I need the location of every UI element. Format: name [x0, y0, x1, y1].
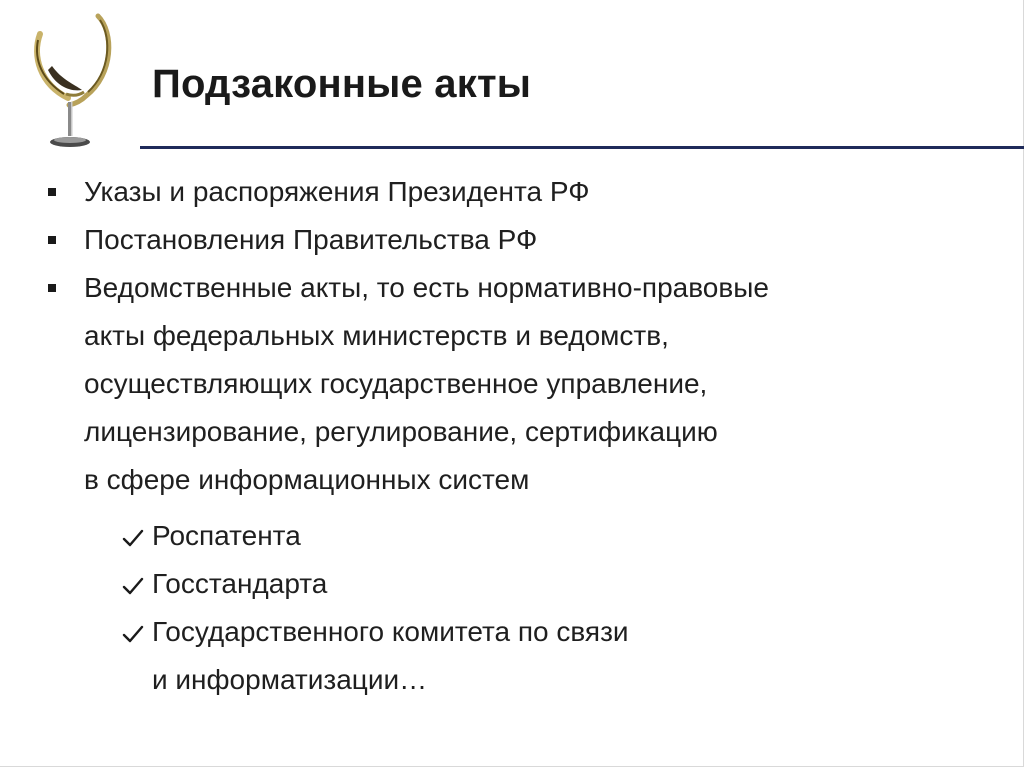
check-item — [106, 560, 968, 608]
checkmark-icon — [122, 624, 144, 644]
check-item-text: Роспатента — [152, 520, 301, 551]
checkmark-icon — [122, 528, 144, 548]
check-item-text-line: Государственного комитета по связи — [152, 616, 629, 647]
bullet-text: Постановления Правительства РФ — [84, 224, 538, 255]
check-item-text: Госстандарта — [152, 568, 328, 599]
bullet-text-line: лицензирование, регулирование, сертификацию — [84, 416, 718, 447]
bullet-text-line: Ведомственные акты, то есть нормативно-правовые — [84, 272, 769, 303]
checkmark-icon — [122, 576, 144, 596]
square-bullet-icon — [48, 236, 56, 244]
bullet-list — [48, 168, 968, 704]
check-item — [106, 512, 968, 560]
bullet-text-line: осуществляющих государственное управление, — [84, 368, 708, 399]
title-underline — [140, 146, 1024, 149]
square-bullet-icon — [48, 284, 56, 292]
slide-title: Подзаконные акты — [152, 62, 532, 106]
bullet-text-line: акты федеральных министерств и ведомств, — [84, 320, 669, 351]
bullet-text-line: в сфере информационных систем — [84, 464, 530, 495]
check-item — [106, 608, 968, 704]
bullet-item — [48, 216, 968, 264]
check-list — [84, 512, 968, 704]
bullet-text: Указы и распоряжения Президента РФ — [84, 176, 590, 207]
slide-content — [48, 168, 968, 704]
bullet-item — [48, 264, 968, 704]
square-bullet-icon — [48, 188, 56, 196]
wine-glass-icon — [22, 10, 132, 152]
bullet-item — [48, 168, 968, 216]
check-item-text-line: и информатизации… — [152, 664, 428, 695]
